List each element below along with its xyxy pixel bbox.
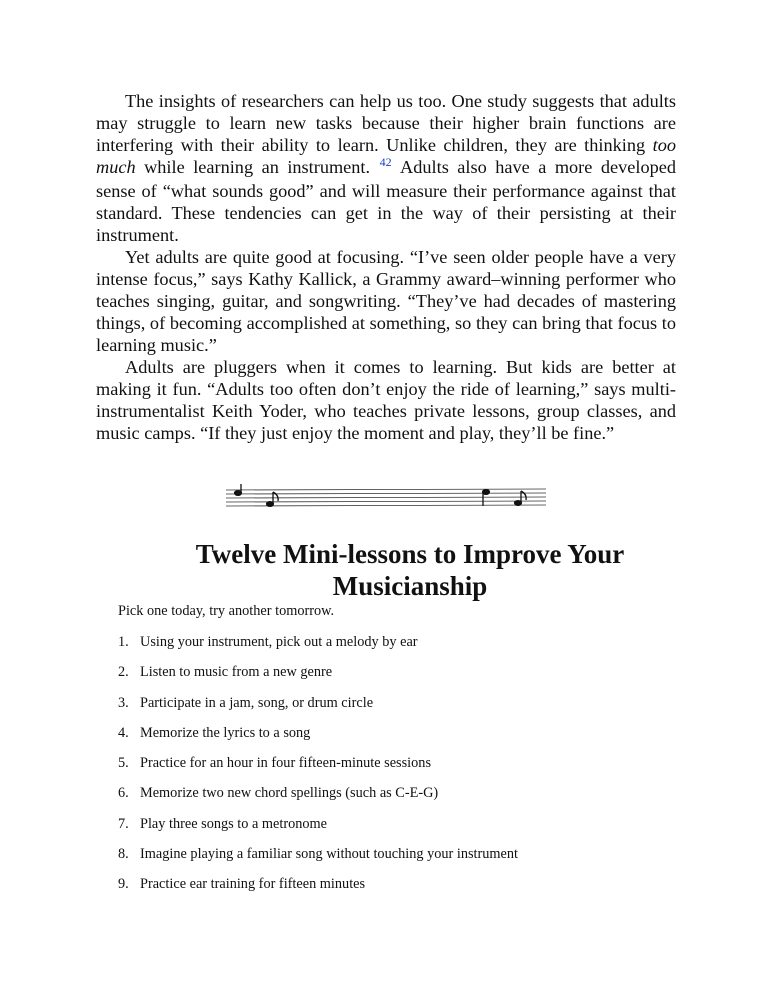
list-item: [118, 724, 518, 754]
paragraph-1: [96, 90, 676, 246]
music-staff-ornament-icon: [224, 484, 548, 517]
section-heading: [150, 538, 670, 602]
list-item-number: 4.: [118, 724, 129, 741]
list-item-number: 2.: [118, 664, 129, 681]
list-item-number: 5.: [118, 755, 129, 772]
lesson-list: [118, 633, 518, 906]
list-item: [118, 815, 518, 845]
paragraph-2: Yet adults are quite good at focusing. “I’ve seen older people have a very intense focus,” says Kathy Kallick, a Grammy award–winning performer who teaches singing, guitar, and songwriting. “They’ve had decades of mastering things, of becoming accomplished at something, so they can bring that focus to learning music.”: [96, 247, 676, 355]
paragraph-1-emphasis: too much: [96, 135, 676, 177]
list-item-text: Using your instrument, pick out a melody by ear: [140, 634, 418, 650]
section-intro: Pick one today, try another tomorrow.: [118, 603, 335, 619]
paragraph-3: Adults are pluggers when it comes to learning. But kids are better at making it fun. “Adults too often don’t enjoy the ride of learning,” says multi-instrumentalist Keith Yoder, who teaches private lessons, group classes, and music camps. “If they just enjoy the moment and play, they’ll be fine.”: [96, 357, 676, 443]
list-item: [118, 633, 518, 663]
list-item-text: Memorize two new chord spellings (such as C-E-G): [140, 785, 439, 802]
section-heading-line-1: Twelve Mini-lessons to Improve Your: [195, 539, 625, 569]
list-item-number: 3.: [118, 694, 129, 711]
footnote-link[interactable]: 42: [379, 155, 392, 169]
list-item-text: Play three songs to a metronome: [140, 815, 328, 832]
list-item-number: 8.: [118, 846, 129, 863]
list-item: [118, 875, 518, 905]
section-heading-line-2: Musicianship: [332, 571, 488, 601]
paragraph-1-text-b: while learning an instrument.: [135, 157, 379, 177]
list-item: [118, 784, 518, 814]
paragraph-1-text-c: Adults also have a more developed sense of “what sounds good” and will measure their performance against that standard. These tendencies can get in the way of their persisting at their instrument.: [96, 157, 676, 245]
body-text: [96, 90, 676, 444]
list-item-text: Participate in a jam, song, or drum circle: [140, 694, 374, 711]
list-item: [118, 694, 518, 724]
list-item-number: 6.: [118, 785, 129, 802]
list-item-text: Practice for an hour in four fifteen-minute sessions: [140, 755, 432, 772]
list-item: [118, 754, 518, 784]
list-item-text: Memorize the lyrics to a song: [140, 724, 311, 741]
paragraph-1-text-a: The insights of researchers can help us too. One study suggests that adults may struggle to learn new tasks because their higher brain functions are interfering with their ability to learn. Unlike children, they are thinking: [96, 91, 676, 155]
list-item-number: 1.: [118, 634, 129, 650]
list-item-number: 9.: [118, 876, 129, 893]
list-item: [118, 845, 518, 875]
list-item-text: Practice ear training for fifteen minutes: [140, 876, 366, 893]
list-item-number: 7.: [118, 815, 129, 832]
list-item-text: Listen to music from a new genre: [140, 664, 333, 681]
list-item: [118, 663, 518, 693]
list-item-text: Imagine playing a familiar song without touching your instrument: [140, 846, 519, 863]
